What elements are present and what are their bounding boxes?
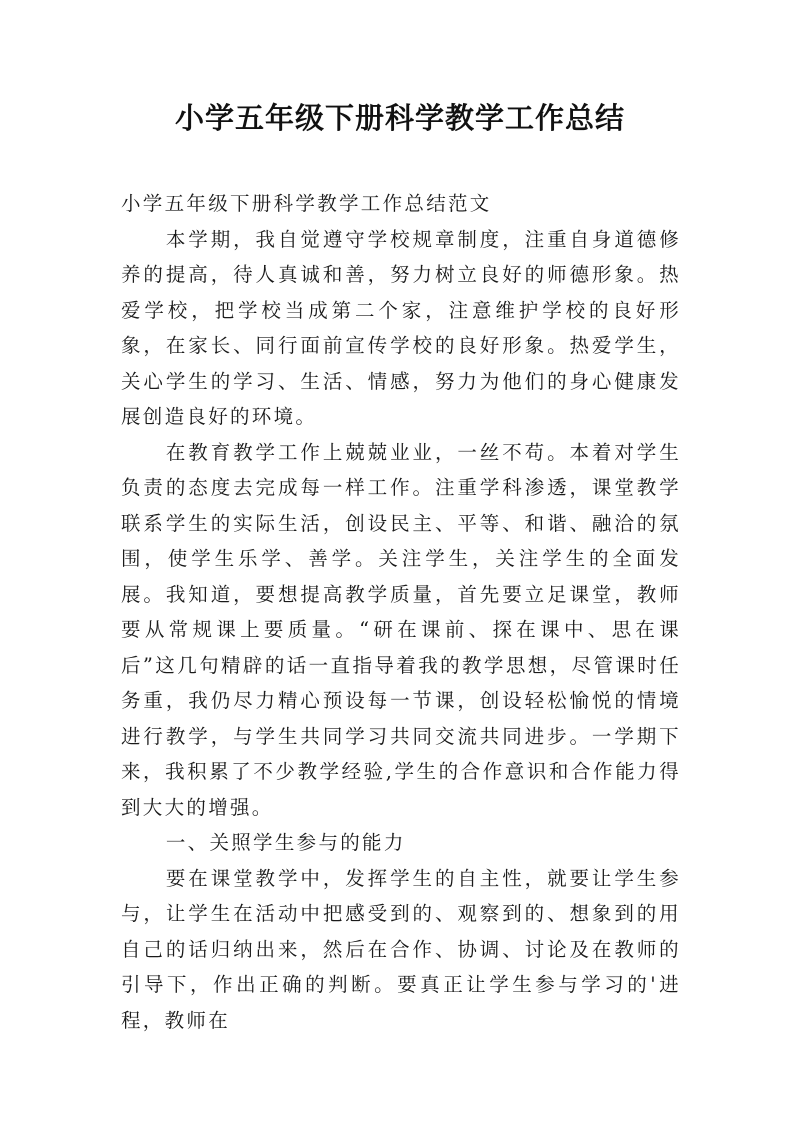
paragraph-1: 本学期，我自觉遵守学校规章制度，注重自身道德修养的提高，待人真诚和善，努力树立良好的师德形象。热爱学校，把学校当成第二个家，注意维护学校的良好形象，在家长、同行面前宣传学校的良好形象。热爱学生，关心学生的学习、生活、情感，努力为他们的身心健康发展创造良好的环境。: [121, 227, 681, 428]
document-title: 小学五年级下册科学教学工作总结: [174, 101, 625, 135]
paragraph-2: 在教育教学工作上兢兢业业，一丝不苟。本着对学生负责的态度去完成每一样工作。注重学科渗透，课堂教学联系学生的实际生活，创设民主、平等、和谐、融洽的氛围，使学生乐学、善学。关注学生，关注学生的全面发展。我知道，要想提高教学质量，首先要立足课堂，教师要从常规课上要质量。“研在课前、探在课中、思在课后”这几句精辟的话一直指导着我的教学思想，尽管课时任务重，我仍尽力精心预设每一节课，创设轻松愉悦的情境进行教学，与学生共同学习共同交流共同进步。一学期下来，我积累了不少教学经验,学生的合作意识和合作能力得到大大的增强。: [121, 440, 681, 819]
document-body: [121, 186, 681, 1038]
section-heading: 一、关照学生参与的能力: [165, 831, 406, 854]
document-subtitle: 小学五年级下册科学教学工作总结范文: [121, 192, 492, 215]
section-paragraph: 要在课堂教学中，发挥学生的自主性，就要让学生参与，让学生在活动中把感受到的、观察到的、想象到的用自己的话归纳出来，然后在合作、协调、讨论及在教师的引导下，作出正确的判断。要真正让学生参与学习的'进程，教师在: [121, 866, 681, 1032]
